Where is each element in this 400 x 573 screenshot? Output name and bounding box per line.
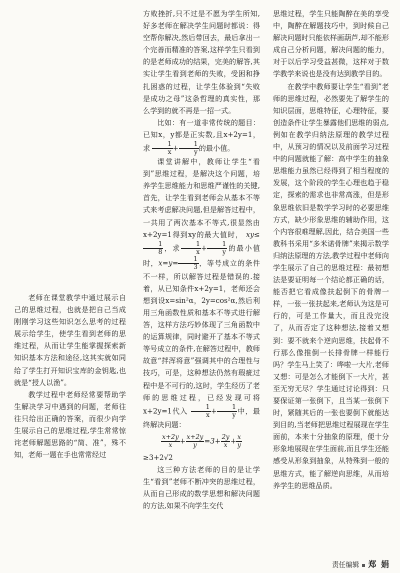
paragraph-text: 课堂讲解中，教师让学生“看到”思维过程，是解决这个问题，培养学生思维能力和思维严谨性的关键,首先，让学生看到老师会从基本不等式来考虑解决问题,但是解答过程中，一共用了两次基本不等式,很显然由x+2y=1得到xy的最大值时， bbox=[143, 157, 260, 239]
editor-name: 郑 娟 bbox=[368, 559, 390, 569]
separator-dot bbox=[362, 564, 365, 567]
editor-credit bbox=[290, 558, 390, 570]
fraction-1-over-y: $\frac{1}{y}$ bbox=[179, 141, 199, 156]
math-x-eq-y: x=y= bbox=[158, 258, 179, 268]
paragraph-text: 中，最终解决问题： bbox=[143, 406, 260, 429]
fraction-1-over-3: $\frac{1}{3}$ bbox=[178, 256, 198, 271]
paragraph: 老师在课堂教学中通过展示自己的思维过程，也就是把自己当成刚刚学习这些知识怎么思考的过程展示给学生，使学生看到老师的思维过程，从而让学生能掌握探索新知识基本方法和途径,这其实就如同给了学生打开知识宝库的金钥匙,也就是“授人以渔”。 bbox=[14, 293, 126, 387]
paragraph: 思维过程，学生只能陶醉在美的享受中，陶醉在解题技巧中，到时候自己解决问题时只能依样画葫芦,却不能形成自己分析问题，解决问题的能力，对于以后学习受益甚微，这样对于数学教学来说也是没有达到教学目的。 bbox=[273, 9, 389, 79]
paragraph-text: ，等号成立的条件不一样，所以解答过程是错误的.接着，从已知条件x+2y=1，老师还会想到设x=sin²α，2y=cos²α,然后利用三角函数性质和基本不等式进行解答，这样方法巧妙体现了三角函数中的运算规律，同时避开了基本不等式等号成立的条件,在解答过程中，教师故意“拌浑将意”强调其中的合理性与技巧，可是，这种想法仍然有瑕疵过程中是不可行的,这时，学生经历了老师的思维过程，已经发现可将x+2y=1代入 bbox=[143, 258, 260, 416]
editor-label: 责任编辑 bbox=[332, 561, 360, 569]
fraction-1-over-y: $\frac{1}{y}$ bbox=[217, 404, 237, 419]
math-xy-max: xy≤ $\frac{1}{8}$ bbox=[143, 230, 260, 253]
paragraph: 在教学中教师要让学生“看到”老师的思维过程，必然要先了解学生的知识层面，思维特征，心理特征，要创造条件让学生暴露他们思维的弱点,例如在教学归纳法原理的教学过程中，从预习的情况以及前面学习过程中的问题就能了解：高中学生的抽象思维能力虽然已经得到了相当程度的发展，这个阶段的学生心理也趋于稳定，探索的需求也非常高涨，但是形象思维依旧是数学学习时的必要思维方式，缺少形象思维的辅助作用，这个内容很难理解,因此，结合美国一些教科书采用“多米诺骨牌”来揭示数学归纳法原理的方法,教学过程中老师向学生展示了自己的思维过程：最初想法是要证明每一个结论都正确的话，能否把它看成像扶起倒下的骨牌一样，一张一张扶起来,老师认为这是可行的，可是工作量大，而且没完没了，从而否定了这种想法,接着又想到：要不就来个逆向思维，扶起骨不行那么像推倒一长排骨牌一样能行吗？学生马上笑了：哗啦一大片,老师又想：可是怎么才能倒下一大片，甚至无穷无尽？学生通过讨论得到：只要保证第一张倒下，且当某一张倒下时，紧随其后的一张也要倒下就能达到目的,当老师把思维过程展现在学生面前，本来十分抽象的原理，便十分形象地展现在学生面前,而且学生还能感受从形象到抽象，从特殊到一般的思维方式，能了解逆向思维，从而培养学生的思维品质。 bbox=[273, 81, 389, 490]
paragraph: 方败挫折,只不过是不愿为学生所知,好多老师在解决学生问题时都说：得空帮你解决,然后带回去，最后拿出一个完善而精准的答案,这样学生只看到的是老师成功的结果，完美的解答,其实让学生看到老师的失败，受困和挣扎困惑的过程，让学生体验到“失败是成功之母”这条哲理的真实性，那么学到的就不再是一招一式。 bbox=[143, 9, 260, 115]
paragraph-text: 比如：有一道非常传统的题目：已知x，y都是正实数,且x+2y=1，求 bbox=[143, 117, 260, 153]
paragraph-text: 的最小值时， bbox=[143, 243, 260, 268]
paragraph: 这三种方法老师的目的是让学生“看到”老师不断冲突的思维过程，从而自己形成的数学思想和解决问题的方法,如果不向学生交代 bbox=[143, 464, 260, 511]
equation-result: ≥3+2√2 bbox=[143, 452, 173, 462]
paragraph: 课堂讲解中，教师让学生“看到”思维过程，是解决这个问题，培养学生思维能力和思维严谨性的关键,首先，让学生看到老师会从基本不等式来考虑解决问题,但是解答过程中，一共用了两次基本不等式,很显然由x+2y=1得到xy的最大值时， xy≤ $\frac{1}{8}$ ，求 $\frac{1}{x}$ + $\frac{1}{y}$ 的最小值时，x=y= $\frac{1}{3}$ ，等号成立的条件不一样，所以解答过程是错误的.接着，从已知条件x+2y=1，老师还会想到设x=sin²α，2y=cos²α,然后利用三角函数性质和基本不等式进行解答，这样方法巧妙体现了三角函数中的运算规律，同时避开了基本不等式等号成立的条件,在解答过程中，教师故意“拌浑将意”强调其中的合理性与技巧，可是，这种想法仍然有瑕疵过程中是不可行的,这时，学生经历了老师的思维过程，已经发现可将x+2y=1代入 $\frac{1}{x}$ + $\frac{1}{y}$ 中，最终解决问题： bbox=[143, 157, 260, 429]
fraction-1-over-x: $\frac{1}{x}$ bbox=[181, 241, 201, 256]
left-column bbox=[14, 292, 126, 556]
equation: $\frac{x+2y}{x}$ + $\frac{x+2y}{y}$ =3+ $\frac{2y}{x}$ + $\frac{x}{y}$ bbox=[162, 432, 241, 449]
middle-column bbox=[143, 8, 260, 554]
right-column bbox=[273, 8, 389, 556]
fraction-1-over-x: $\frac{1}{x}$ bbox=[152, 141, 172, 156]
paragraph: 教学过程中老师经常要帮助学生解决学习中遇到的问题，老师往往只给出正确的答案，而很少向学生展示自己的思维过程,学生常常惊诧老师解题思路的“简、准”，殊不知，老师一题在手也常常经过 bbox=[14, 389, 126, 460]
fraction-1-over-x: $\frac{1}{x}$ bbox=[191, 404, 211, 419]
paragraph: 比如：有一道非常传统的题目：已知x，y都是正实数,且x+2y=1，求 $\frac{1}{x}$ + $\frac{1}{y}$ 的最小值。 bbox=[143, 117, 260, 157]
paragraph-text: 的最小值。 bbox=[198, 143, 235, 153]
fraction-1-over-y: $\frac{1}{y}$ bbox=[207, 241, 227, 256]
